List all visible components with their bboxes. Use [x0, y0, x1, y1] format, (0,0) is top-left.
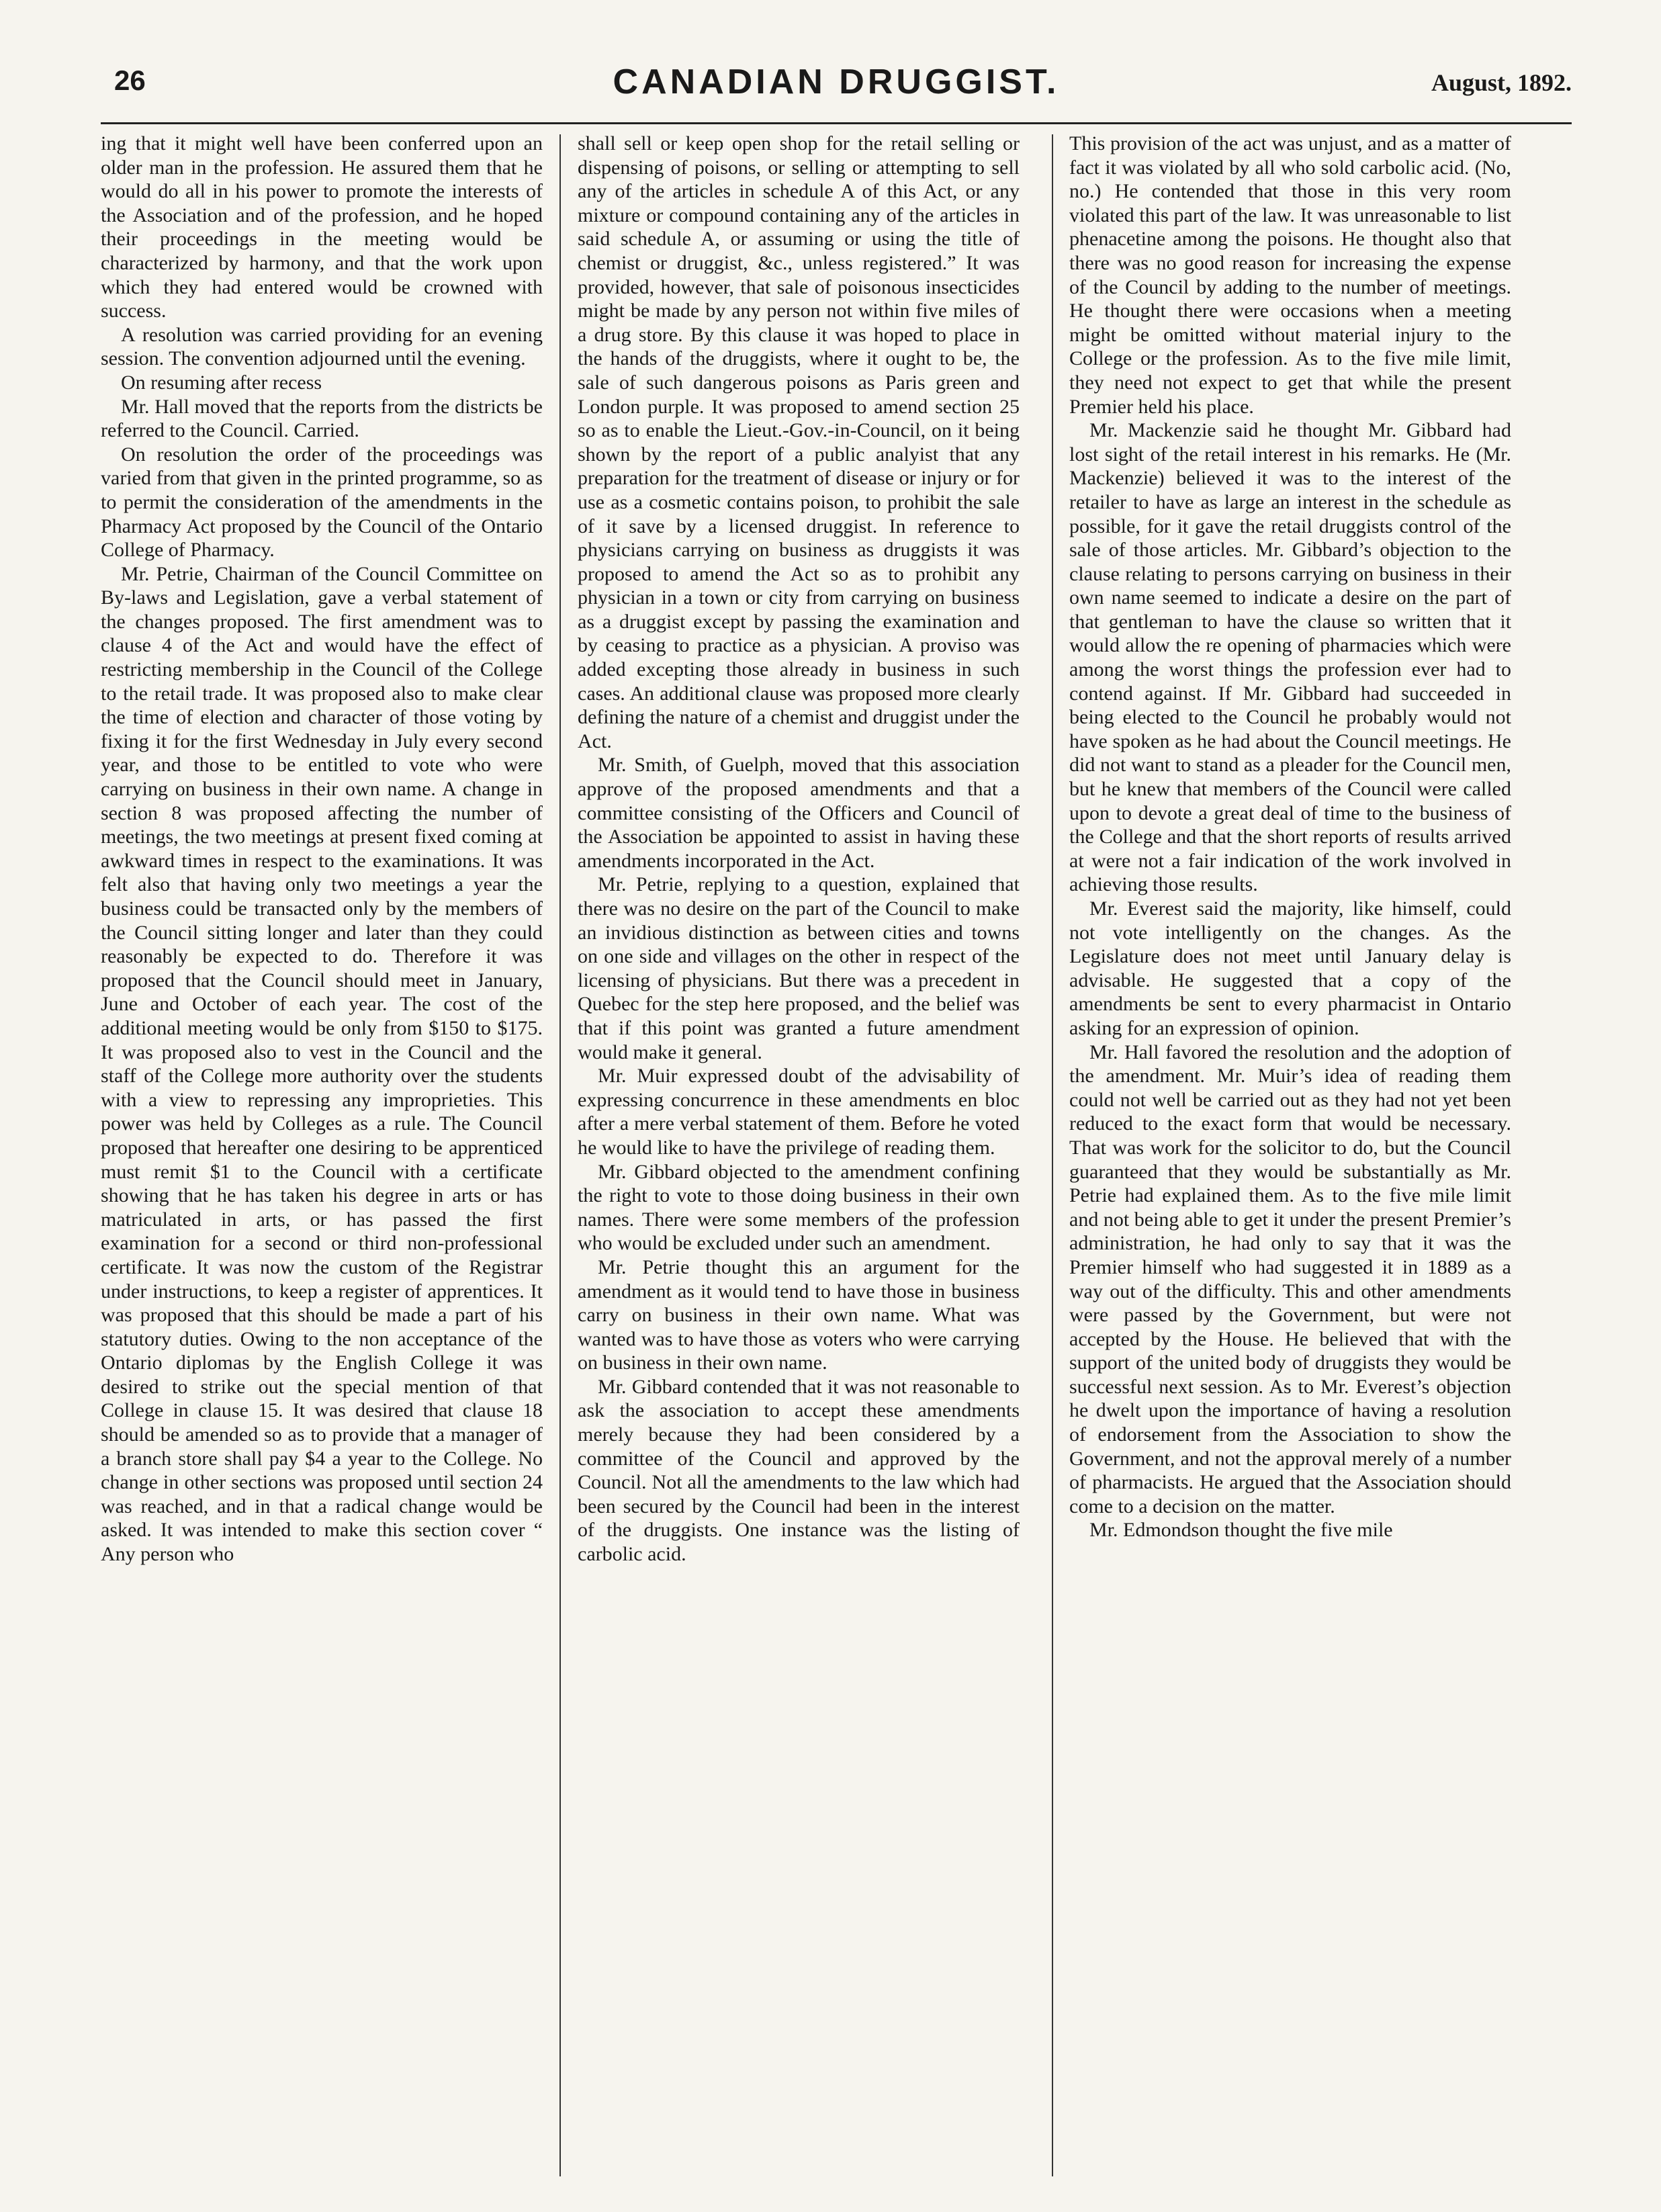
paragraph: ing that it might well have been conferred upon an older man in the profession. He assured them that he would do all in his power to promote the interests of the Association and of the profession, and he hoped their proceedings in the meeting would be characterized by harmony, and that the work upon which they had entered would be crowned with success.	[101, 132, 543, 322]
page-header	[101, 62, 1572, 109]
paragraph: On resuming after recess	[121, 371, 322, 394]
paragraph: On resolution the order of the proceedings was varied from that given in the printed programme, so as to permit the consideration of the amendments in the Pharmacy Act proposed by the Council of the Ontario College of Pharmacy.	[101, 443, 543, 562]
paragraph: Mr. Mackenzie said he thought Mr. Gibbard had lost sight of the retail interest in his remarks. He (Mr. Mackenzie) believed it was to the interest of the retailer to have as large an interest in the schedule as possible, for it gave the retail druggists control of the sale of those articles. Mr. Gibbard’s objection to the clause relating to persons carrying on business in their own name seemed to indicate a desire on the part of that gentleman to have the clause so written that it would allow the re opening of pharmacies which were among the worst things the profession ever had to contend against. If Mr. Gibbard had succeeded in being elected to the Council he probably would not have spoken as he had about the Council meetings. He did not want to stand as a pleader for the Council men, but he knew that members of the Council were called upon to devote a great deal of time to the business of the College and that the short reports of results arrived at were not a fair indication of the work involved in achieving those results.	[1069, 419, 1511, 896]
header-rule	[101, 122, 1572, 124]
column-divider	[559, 134, 561, 2176]
paragraph: Mr. Petrie, replying to a question, explained that there was no desire on the part of the Council to make an invidious distinction as between cities and towns on one side and villages on the other in respect of the licensing of physicians. But there was a precedent in Quebec for the step here proposed, and the belief was that if this point was granted a future amendment would make it general.	[578, 873, 1020, 1063]
page-number: 26	[114, 64, 146, 96]
paragraph: shall sell or keep open shop for the retail selling or dispensing of poisons, or selling or attempting to sell any of the articles in schedule A of this Act, or any mixture or compound containing any of the articles in said schedule A, or assuming or using the title of chemist or druggist, &c., unless registered.” It was provided, however, that sale of poisonous insecticides might be made by any person not within five miles of a drug store. By this clause it was hoped to place in the hands of the druggists, where it ought to be, the sale of such dangerous poisons as Paris green and London purple. It was proposed to amend section 25 so as to enable the Lieut.-Gov.-in-Council, on it being shown by the report of a public analyist that any preparation for the treatment of disease or injury or for use as a cosmetic contains poison, to prohibit the sale of it save by a licensed druggist. In reference to physicians carrying on business as druggists it was proposed to amend the Act so as to prohibit any physician in a town or city from carrying on business as a druggist except by passing the examination and by ceasing to practice as a physician. A proviso was added excepting those already in business in such cases. An additional clause was proposed more clearly defining the nature of a chemist and druggist under the Act.	[578, 132, 1020, 752]
paragraph: Mr. Hall moved that the reports from the districts be referred to the Council. Carried.	[101, 395, 543, 442]
column-divider	[1052, 134, 1053, 2176]
paragraph: Mr. Everest said the majority, like himself, could not vote intelligently on the changes. As the Legislature does not meet until January delay is advisable. He suggested that a copy of the amendments be sent to every pharmacist in Ontario asking for an expression of opinion.	[1069, 897, 1511, 1039]
issue-date: August, 1892.	[1431, 69, 1572, 96]
paragraph: A resolution was carried providing for an evening session. The convention adjourned until the evening.	[101, 323, 543, 370]
journal-title: CANADIAN DRUGGIST.	[613, 62, 1060, 101]
paragraph: Mr. Gibbard contended that it was not reasonable to ask the association to accept these amendments merely because they had been considered by a committee of the Council and approved by the Council. Not all the amendments to the law which had been secured by the Council had been in the interest of the druggists. One instance was the listing of carbolic acid.	[578, 1375, 1020, 1566]
paragraph: Mr. Smith, of Guelph, moved that this association approve of the proposed amendments and that a committee consisting of the Officers and Council of the Association be appointed to assist in having these amendments incorporated in the Act.	[578, 754, 1020, 872]
paragraph: Mr. Hall favored the resolution and the adoption of the amendment. Mr. Muir’s idea of reading them could not well be carried out as they had not yet been reduced to the exact form that would be necessary. That was work for the solicitor to do, but the Council guaranteed that they would be substantially as Mr. Petrie had explained them. As to the five mile limit and not being able to get it under the present Premier’s administration, he had only to say that it was the Premier himself who had suggested it in 1889 as a way out of the difficulty. This and other amendments were passed by the Government, but were not accepted by the House. He believed that with the support of the united body of druggists they would be successful next session. As to Mr. Everest’s objection he dwelt upon the importance of having a resolution of endorsement from the Association to show the Government, and not the approval merely of a number of pharmacists. He argued that the Association should come to a decision on the matter.	[1069, 1041, 1511, 1517]
paragraph: Mr. Petrie, Chairman of the Council Committee on By-laws and Legislation, gave a verbal statement of the changes proposed. The first amendment was to clause 4 of the Act and would have the effect of restricting membership in the Council of the College to the retail trade. It was proposed also to make clear the time of election and character of those voting by fixing it for the first Wednesday in July every second year, and those to be entitled to vote who were carrying on business in their own name. A change in section 8 was proposed affecting the number of meetings, the two meetings at present fixed coming at awkward times in respect to the examinations. It was felt also that having only two meetings a year the business could be transacted only by the members of the Council sitting longer and later than they could reasonably be expected to do. Therefore it was proposed that the Council should meet in January, June and October of each year. The cost of the additional meeting would be only from $150 to $175. It was proposed also to vest in the Council and the staff of the College more authority over the students with a view to repressing any improprieties. This power was held by Colleges as a rule. The Council proposed that hereafter one desiring to be apprenticed must remit $1 to the Council with a certificate showing that he has taken his degree in arts or has matriculated in arts, or has passed the first examination for a second or third non-professional certificate. It was now the custom of the Registrar under instructions, to keep a register of apprentices. It was proposed that this should be made a part of his statutory duties. Owing to the non acceptance of the Ontario diplomas by the English College it was desired to strike out the special mention of that College in clause 15. It was desired that clause 18 should be amended so as to provide that a manager of a branch store shall pay $4 a year to the College. No change in other sections was proposed until section 24 was reached, and in that a radical change would be asked. It was intended to make this section cover “ Any person who	[101, 562, 543, 1566]
paragraph: Mr. Petrie thought this an argument for the amendment as it would tend to have those in business carry on business in their own name. What was wanted was to have those as voters who were carrying on business in their own name.	[578, 1255, 1020, 1374]
paragraph: This provision of the act was unjust, and as a matter of fact it was violated by all who sold carbolic acid. (No, no.) He contended that those in this very room violated this part of the law. It was unreasonable to list phenacetine among the poisons. He thought also that there was no good reason for increasing the expense of the Council by adding to the number of meetings. He thought there were occasions when a meeting might be omitted without material injury to the College or the profession. As to the five mile limit, they need not expect to get that while the present Premier held his place.	[1069, 132, 1511, 418]
paragraph: Mr. Gibbard objected to the amendment confining the right to vote to those doing business in their own names. There were some members of the profession who would be excluded under such an amendment.	[578, 1160, 1020, 1255]
column-1	[101, 132, 543, 2187]
paragraph: Mr. Edmondson thought the five mile	[1089, 1519, 1393, 1542]
column-3	[1069, 132, 1511, 2187]
column-2	[578, 132, 1020, 2187]
article-columns	[101, 132, 1572, 2187]
paragraph: Mr. Muir expressed doubt of the advisability of expressing concurrence in these amendments en bloc after a mere verbal statement of them. Before he voted he would like to have the privilege of reading them.	[578, 1065, 1020, 1159]
